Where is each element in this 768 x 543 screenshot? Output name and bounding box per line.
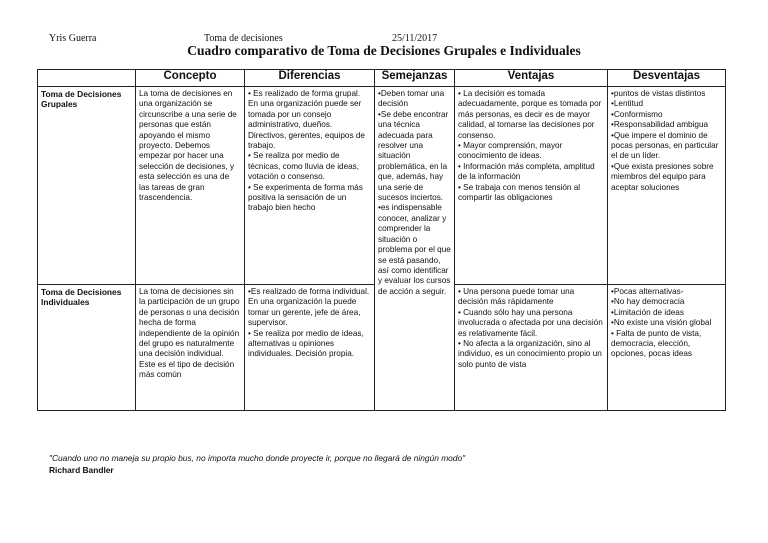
column-header: Ventajas	[455, 70, 608, 87]
list-item: •Limitación de ideas	[611, 307, 684, 317]
list-item: •Que exista presiones sobre miembros del equipo para aceptar soluciones	[611, 161, 714, 192]
column-header: Desventajas	[608, 70, 726, 87]
list-item: • Cuando sólo hay una persona involucrada o afectada por una decisión es relativamente fácil.	[458, 307, 603, 338]
list-item: •Que impere el dominio de pocas personas, en particular el de un líder.	[611, 130, 719, 161]
header-corner	[38, 70, 136, 87]
cell-semejanzas	[375, 87, 455, 411]
list-item: • Se realiza por medio de técnicas, como lluvia de ideas, votación o consenso.	[248, 151, 360, 182]
author-name: Yris Guerra	[49, 33, 97, 44]
list-item: •puntos de vistas distintos	[611, 89, 706, 98]
quote-text: "Cuando uno no maneja su propio bus, no importa mucho donde proyecte ir, porque no llegará de ningún modo"	[49, 453, 466, 463]
cell-desventajas	[608, 87, 726, 285]
list-item: •Es realizado de forma individual. En una organización la puede tomar un gerente, jefe de área, supervisor.	[248, 287, 370, 328]
page-title: Cuadro comparativo de Toma de Decisiones Grupales e Individuales	[187, 43, 581, 58]
column-header: Concepto	[136, 70, 245, 87]
list-item: •Lentitud	[611, 99, 644, 109]
list-item: • Mayor comprensión, mayor conocimiento de ideas.	[458, 141, 563, 161]
list-item: • Se trabaja con menos tensión al compartir las obligaciones	[458, 182, 581, 203]
row-label: Toma de Decisiones Grupales	[38, 87, 136, 285]
list-item: • Se realiza por medio de ideas, alternativas u opiniones individuales. Decisión propia.	[248, 328, 364, 359]
list-item: •es indispensable conocer, analizar y comprender la situación o problema por el que se está pasando, así como identificar y evaluar los cursos de acción a seguir.	[378, 203, 451, 296]
list-item: • Información más completa, amplitud de la información	[458, 161, 595, 182]
list-item: •Se debe encontrar una técnica adecuada para resolver una situación problemática, en la que, además, hay una serie de sucesos inciertos.	[378, 109, 449, 203]
cell-diferencias	[245, 285, 375, 411]
comparison-table	[37, 69, 726, 411]
list-item: •Deben tomar una decisión	[378, 89, 445, 109]
list-item: • Se experimenta de forma más positiva la sensación de un trabajo bien hecho	[248, 182, 363, 213]
quote-author: Richard Bandler	[49, 465, 114, 475]
list-item: •Conformismo	[611, 109, 663, 119]
list-item: • Falta de punto de vista, democracia, elección, opciones, pocas ideas	[611, 328, 702, 359]
document-date: 25/11/2017	[392, 33, 438, 44]
cell-concepto: La toma de decisiones sin la participación de un grupo de personas o una decisión hecha de forma independiente de la opinión del grupo es naturalmente una decisión individual. Este es el tipo de decisión más común	[136, 285, 245, 411]
cell-ventajas	[455, 87, 608, 285]
list-item: •Pocas alternativas-	[611, 287, 684, 296]
list-item: •Responsabilidad ambigua	[611, 120, 709, 130]
column-header: Diferencias	[245, 70, 375, 87]
cell-diferencias	[245, 87, 375, 285]
cell-desventajas	[608, 285, 726, 411]
list-item: • No afecta a la organización, sino al individuo, es un conocimiento propio un solo punto de vista	[458, 339, 602, 369]
cell-ventajas	[455, 285, 608, 411]
table-header-row	[38, 70, 726, 87]
row-label: Toma de Decisiones Individuales	[38, 285, 136, 411]
column-header: Semejanzas	[375, 70, 455, 87]
list-item: • Es realizado de forma grupal. En una organización puede ser tomada por un consejo administrativo, dueños. Directivos, gerentes, equipos de trabajo.	[248, 89, 365, 151]
cell-concepto: La toma de decisiones en una organización se circunscribe a una serie de personas que están apoyando el mismo proyecto. Debemos empezar por hacer una selección de decisiones, y esta selección es una de las tareas de gran trascendencia.	[136, 87, 245, 285]
document-topic: Toma de decisiones	[204, 33, 283, 44]
table-row	[38, 87, 726, 285]
list-item: •No hay democracia	[611, 297, 685, 307]
list-item: •No existe una visión global	[611, 318, 712, 328]
list-item: • La decisión es tomada adecuadamente, porque es tomada por más personas, es decir es de mayor calidad, al tomarse las decisiones por consenso.	[458, 89, 602, 140]
list-item: • Una persona puede tomar una decisión más rápidamente	[458, 287, 575, 307]
